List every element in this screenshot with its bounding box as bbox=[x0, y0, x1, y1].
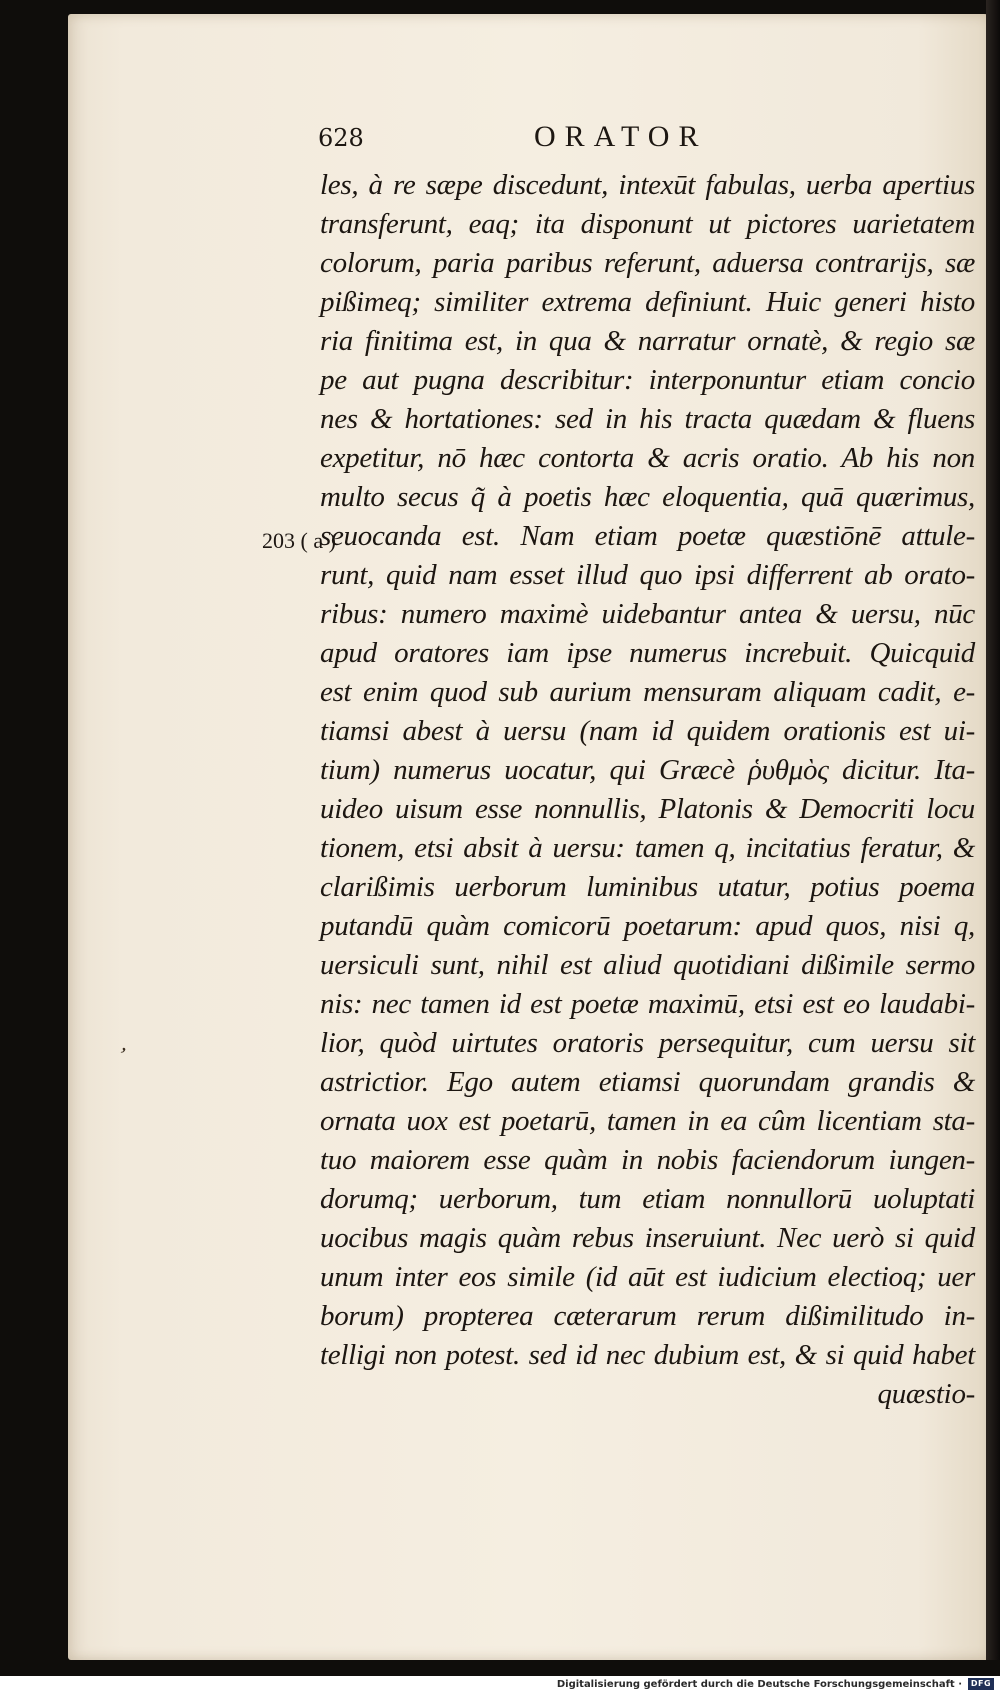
text-line: putandū quàm comicorū poetarum: apud quos, nisi q, bbox=[320, 910, 975, 942]
text-line: pe aut pugna describitur: interponuntur etiam concio bbox=[320, 364, 975, 396]
page-number: 628 bbox=[318, 124, 364, 152]
margin-note: 203 ( a ) bbox=[262, 528, 336, 553]
text-line: quæstio- bbox=[877, 1378, 975, 1410]
text-line: est enim quod sub aurium mensuram aliquam cadit, e- bbox=[320, 676, 975, 708]
text-line: ria finitima est, in qua & narratur ornatè, & regio sæ bbox=[320, 325, 975, 357]
text-line: transferunt, eaq; ita disponunt ut pictores uarietatem bbox=[320, 208, 975, 240]
text-line: seuocanda est. Nam etiam poetæ quæstiōnē attule- bbox=[320, 520, 975, 552]
text-line: pißimeq; similiter extrema definiunt. Huic generi histo bbox=[320, 286, 975, 318]
running-title: ORATOR bbox=[534, 120, 708, 153]
text-line: astrictior. Ego autem etiamsi quorundam grandis & bbox=[320, 1066, 975, 1098]
text-line: uideo uisum esse nonnullis, Platonis & Democriti locu bbox=[320, 793, 975, 825]
footer-bar bbox=[0, 1676, 1000, 1693]
body-text bbox=[320, 166, 975, 1414]
page-header bbox=[318, 120, 738, 160]
margin-mark: ’ bbox=[114, 1041, 130, 1068]
text-line: tionem, etsi absit à uersu: tamen q, incitatius feratur, & bbox=[320, 832, 975, 864]
text-line: les, à re sæpe discedunt, intexūt fabulas, uerba apertius bbox=[320, 169, 975, 201]
text-line: expetitur, nō hæc contorta & acris oratio. Ab his non bbox=[320, 442, 975, 474]
text-line: nes & hortationes: sed in his tracta quædam & fluens bbox=[320, 403, 975, 435]
text-line: telligi non potest. sed id nec dubium est, & si quid habet bbox=[320, 1339, 975, 1371]
text-line: dorumq; uerborum, tum etiam nonnullorū uoluptati bbox=[320, 1183, 975, 1215]
text-line: clarißimis uerborum luminibus utatur, potius poema bbox=[320, 871, 975, 903]
text-line: tium) numerus uocatur, qui Græcè ῥυθμὸς dicitur. Ita- bbox=[320, 754, 975, 786]
text-line: apud oratores iam ipse numerus increbuit. Quicquid bbox=[320, 637, 975, 669]
text-line: ribus: numero maximè uidebantur antea & uersu, nūc bbox=[320, 598, 975, 630]
text-line: ornata uox est poetarū, tamen in ea cûm licentiam sta- bbox=[320, 1105, 975, 1137]
text-line: uocibus magis quàm rebus inseruiunt. Nec uerò si quid bbox=[320, 1222, 975, 1254]
text-line: uersiculi sunt, nihil est aliud quotidiani dißimile sermo bbox=[320, 949, 975, 981]
page-edge-shadow bbox=[986, 0, 1000, 1660]
text-line: colorum, paria paribus referunt, aduersa contrarijs, sæ bbox=[320, 247, 975, 279]
text-line: multo secus q̃ à poetis hæc eloquentia, quā quærimus, bbox=[320, 481, 975, 513]
dfg-logo-icon: DFG bbox=[968, 1678, 994, 1690]
text-line: runt, quid nam esset illud quo ipsi differrent ab orato- bbox=[320, 559, 975, 591]
text-line: tuo maiorem esse quàm in nobis faciendorum iungen- bbox=[320, 1144, 975, 1176]
text-line: borum) propterea cæterarum rerum dißimilitudo in- bbox=[320, 1300, 975, 1332]
footer-credit: Digitalisierung gefördert durch die Deutsche Forschungsgemeinschaft · bbox=[556, 1679, 962, 1690]
text-line: nis: nec tamen id est poetæ maximū, etsi est eo laudabi- bbox=[320, 988, 975, 1020]
text-line: lior, quòd uirtutes oratoris persequitur, cum uersu sit bbox=[320, 1027, 975, 1059]
text-line: tiamsi abest à uersu (nam id quidem orationis est ui- bbox=[320, 715, 975, 747]
text-line: unum inter eos simile (id aūt est iudicium electioq; uer bbox=[320, 1261, 975, 1293]
